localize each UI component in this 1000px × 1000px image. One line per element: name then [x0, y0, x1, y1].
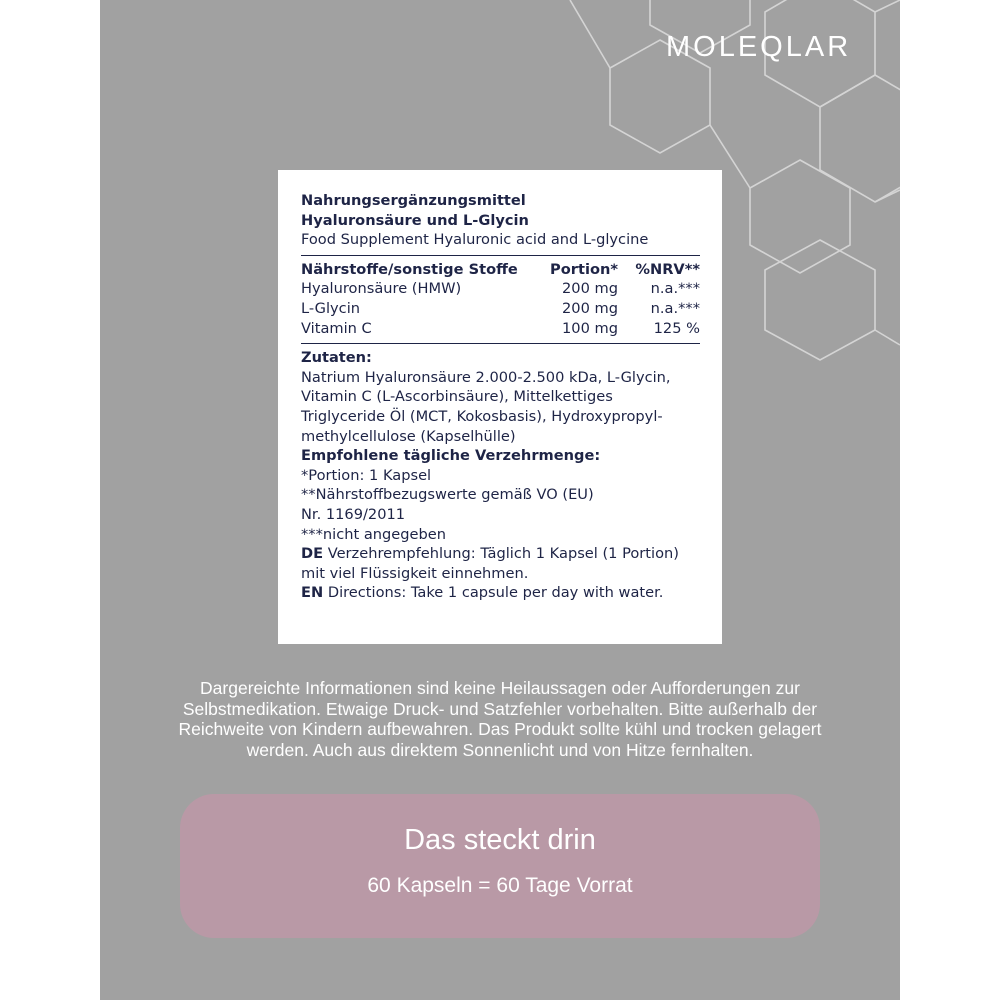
contents-title: Das steckt drin: [404, 824, 596, 856]
table-cell: 100 mg: [562, 319, 618, 337]
table-row: [301, 319, 700, 339]
directions-en-text: Directions: Take 1 capsule per day with water.: [323, 584, 664, 602]
supplement-facts-label: [278, 170, 722, 644]
divider: [301, 343, 700, 344]
ingredients-line: Triglyceride Öl (MCT, Kokosbasis), Hydroxypropyl-: [301, 407, 663, 425]
footnote: Nr. 1169/2011: [301, 505, 406, 523]
table-header-cell: Nährstoffe/sonstige Stoffe: [301, 260, 518, 278]
footnote: *Portion: 1 Kapsel: [301, 466, 432, 484]
lang-prefix-de: DE: [301, 545, 324, 563]
disclaimer-text: [140, 678, 860, 760]
table-row: [301, 279, 700, 299]
directions-en: [301, 583, 700, 603]
disclaimer-line: Dargereichte Informationen sind keine Heilaussagen oder Aufforderungen zur: [200, 678, 800, 698]
ingredients-line: Vitamin C (L-Ascorbinsäure), Mittelkettiges: [301, 388, 613, 406]
table-cell: Hyaluronsäure (HMW): [301, 280, 462, 298]
table-cell: 200 mg: [562, 280, 618, 298]
footnote: **Nährstoffbezugswerte gemäß VO (EU): [301, 486, 594, 504]
dosage-heading: Empfohlene tägliche Verzehrmenge:: [301, 447, 601, 465]
directions-de-text: Verzehrempfehlung: Täglich 1 Kapsel (1 Portion): [323, 545, 679, 563]
disclaimer-line: Selbstmedikation. Etwaige Druck- und Satzfehler vorbehalten. Bitte außerhalb der: [182, 698, 818, 719]
table-header-row: [301, 260, 700, 280]
table-cell: Vitamin C: [301, 319, 372, 337]
nutrient-table: [301, 260, 700, 338]
contents-box: [180, 794, 820, 938]
directions-de-cont: mit viel Flüssigkeit einnehmen.: [301, 564, 529, 582]
label-title-de-2: Hyaluronsäure und L-Glycin: [301, 211, 529, 229]
label-title-en: Food Supplement Hyaluronic acid and L-glycine: [301, 231, 649, 249]
disclaimer-line: werden. Auch aus direktem Sonnenlicht und von Hitze fernhalten.: [246, 739, 754, 760]
table-cell: n.a.***: [650, 299, 700, 317]
divider: [301, 255, 700, 256]
footnote: ***nicht angegeben: [301, 525, 446, 543]
table-cell: L-Glycin: [301, 299, 361, 317]
ingredients-heading: Zutaten:: [301, 349, 372, 367]
table-header-cell: %NRV**: [635, 260, 700, 278]
lang-prefix-en: EN: [301, 584, 324, 602]
contents-subtitle: 60 Kapseln = 60 Tage Vorrat: [367, 874, 633, 897]
ingredients-line: methylcellulose (Kapselhülle): [301, 427, 516, 445]
table-header-cell: Portion*: [550, 260, 618, 278]
label-title-de-1: Nahrungsergänzungsmittel: [301, 192, 526, 209]
brand-logo: MOLEQLAR: [666, 31, 852, 63]
disclaimer-line: Reichweite von Kindern aufbewahren. Das Produkt sollte kühl und trocken gelagert: [178, 719, 822, 739]
directions-de: [301, 544, 700, 564]
table-cell: 125 %: [653, 319, 700, 337]
table-row: [301, 299, 700, 319]
ingredients-line: Natrium Hyaluronsäure 2.000-2.500 kDa, L-Glycin,: [301, 368, 671, 386]
table-cell: 200 mg: [562, 299, 618, 317]
table-cell: n.a.***: [650, 280, 700, 298]
product-panel: [100, 0, 900, 1000]
